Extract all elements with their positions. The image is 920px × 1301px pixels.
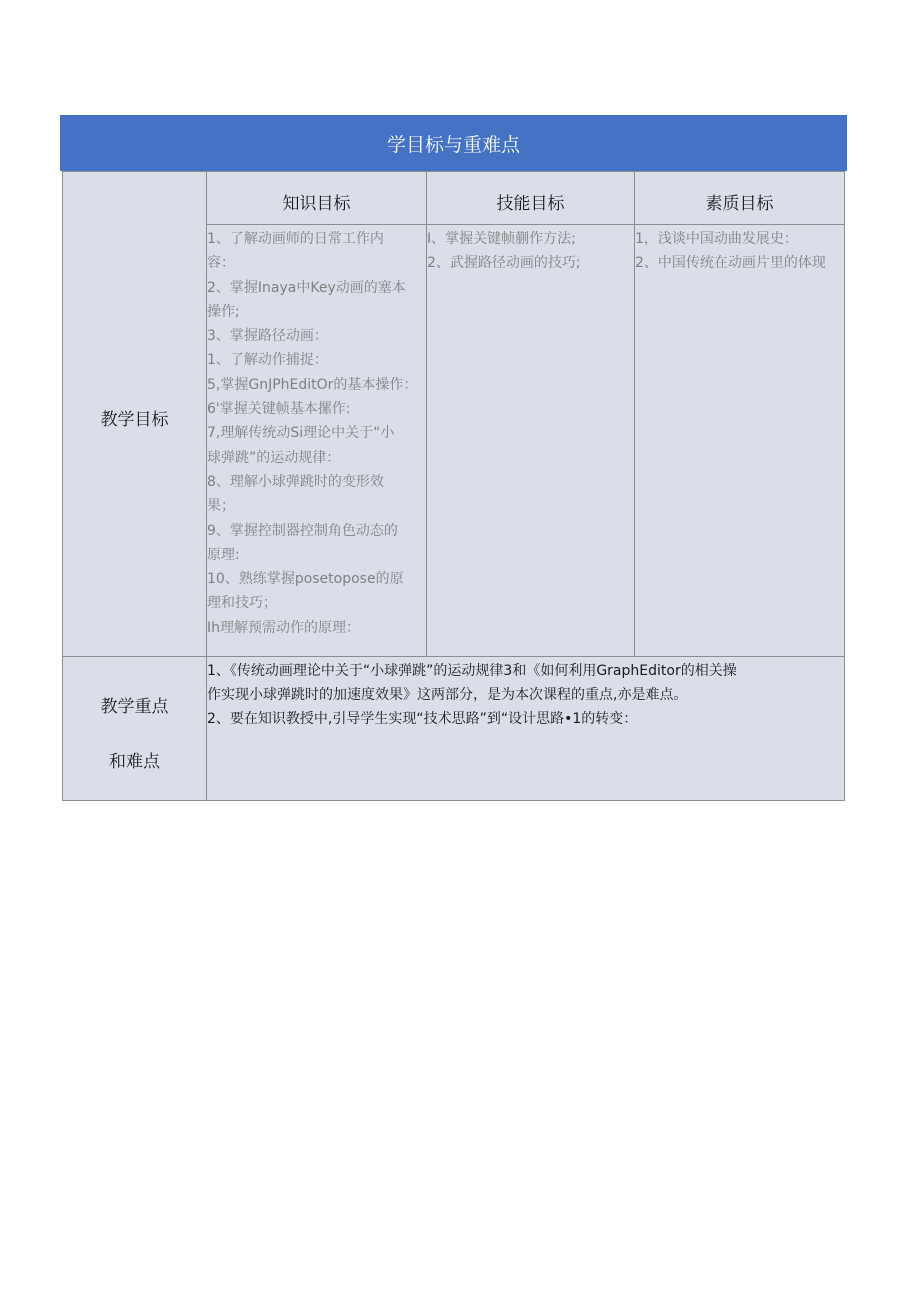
- skill-header: 技能目标: [496, 194, 565, 214]
- knowledge-list: [207, 227, 417, 640]
- table-title: 学目标与重难点: [60, 115, 847, 171]
- knowledge-item: 2、掌握Inaya中Key动画的塞本: [207, 279, 406, 296]
- knowledge-item: 操作;: [207, 303, 240, 320]
- goals-label-cell: [62, 171, 207, 657]
- skill-header-cell: [426, 171, 635, 225]
- focus-line: 作实现小球弹跳时的加速度效果》这两部分，是为本次课程的重点,亦是难点。: [207, 687, 688, 703]
- knowledge-item: 1、了解动作捕捉：: [207, 352, 328, 369]
- quality-item: 2、中国传统在动画片里的体现: [635, 255, 826, 272]
- focus-label-cell: [62, 656, 207, 801]
- focus-line: 2、要在知识教授中,引导学生实现“技术思路”到“设计思路•1的转变：: [207, 711, 638, 727]
- knowledge-item: 7,理解传统动Si理论中关于“小: [207, 425, 395, 442]
- focus-text: [207, 659, 737, 731]
- knowledge-item: 果；: [207, 498, 235, 515]
- skill-content-cell: [426, 224, 635, 657]
- knowledge-item: 10、熟练掌握posetopose的原: [207, 571, 404, 588]
- knowledge-content-cell: [206, 224, 427, 657]
- focus-line: 1、《传统动画理论中关于“小球弹跳”的运动规律3和《如何利用GraphEditor的相关操: [207, 663, 737, 679]
- quality-item: 1，浅谈中国动曲发展史：: [635, 231, 798, 247]
- knowledge-item: 6'掌握关键帧基本摞作:: [207, 401, 351, 418]
- knowledge-item: 原理:: [207, 546, 240, 563]
- knowledge-item: 理和技巧；: [207, 595, 277, 612]
- focus-label-line1: 教学重点: [100, 697, 169, 717]
- quality-list: [635, 227, 826, 276]
- knowledge-header: 知识目标: [282, 194, 351, 214]
- knowledge-item: 3、掌握路径动画：: [207, 328, 328, 345]
- skill-item: I、掌握关键帧蒯作方法;: [427, 231, 576, 247]
- knowledge-item: 球弹跳”的运动规律：: [207, 449, 341, 466]
- skill-list: [427, 227, 581, 276]
- knowledge-item: 8、理解小球弹跳时的变形效: [207, 473, 384, 490]
- knowledge-item: Ih理解预需动作的原理：: [207, 619, 361, 636]
- knowledge-item: 9、掌握控制器控制角色动态的: [207, 522, 398, 539]
- knowledge-header-cell: [206, 171, 427, 225]
- focus-content-cell: [206, 656, 845, 801]
- quality-content-cell: [634, 224, 845, 657]
- focus-label-line2: 和难点: [109, 752, 160, 772]
- knowledge-item: 容：: [207, 255, 235, 272]
- knowledge-item: 1、了解动画师的日常工作内: [207, 231, 384, 247]
- quality-header: 素质目标: [705, 194, 774, 214]
- goals-row-label: 教学目标: [100, 410, 169, 430]
- goals-table: [62, 171, 845, 801]
- skill-item: 2、武握路径动画的技巧;: [427, 255, 581, 272]
- knowledge-item: 5,掌握GnJPhEditOr的基本操作：: [207, 376, 418, 393]
- quality-header-cell: [634, 171, 845, 225]
